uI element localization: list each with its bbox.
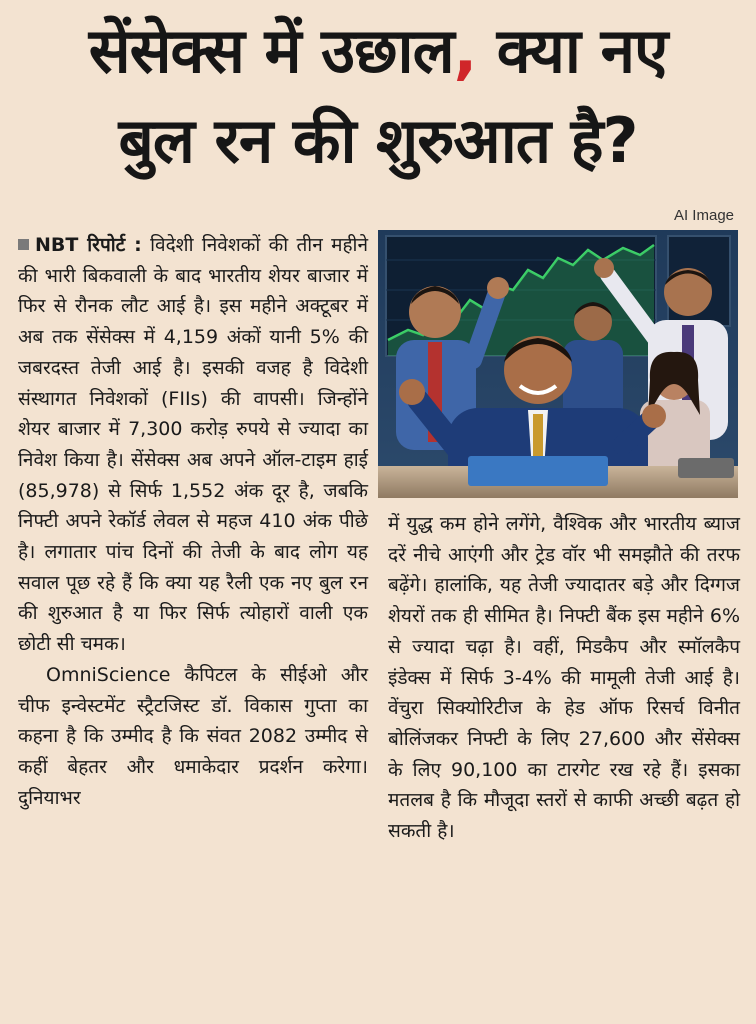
paragraph-1-text: विदेशी निवेशकों की तीन महीने की भारी बिकवाली के बाद भारतीय शेयर बाजार में फिर से रौनक लौट आई है। इस महीने अक्टूबर में अब तक सेंसेक्स में 4,159 अंकों यानी 5% की जबरदस्त तेजी आई है। इसकी वजह है विदेशी संस्थागत निवेशकों (FIIs) की वापसी। जिन्होंने शेयर बाजार में 7,300 करोड़ रुपये से ज्यादा का निवेश किया है। सेंसेक्स अब अपने ऑल-टाइम हाई (85,978) से सिर्फ 1,552 अंक दूर है, जबकि निफ्टी अपने रेकॉर्ड लेवल से महज 410 अंक पीछे है। लगातार पांच दिनों की तेजी के बाद लोग यह सवाल पूछ रहे हैं कि क्या यह रैली एक नए बुल रन की शुरुआत है या फिर सिर्फ त्योहारों वाली एक छोटी सी चमक।	[18, 234, 369, 656]
article-paragraph-2: OmniScience कैपिटल के सीईओ और चीफ इन्वेस्टमेंट स्ट्रैटजिस्ट डॉ. विकास गुप्ता का कहना है कि उम्मीद है कि संवत 2082 उम्मीद से कहीं बेहतर और धमाकेदार प्रदर्शन करेगा। दुनियाभर	[18, 663, 368, 809]
market-celebration-photo	[378, 230, 738, 498]
article-paragraph-3: में युद्ध कम होने लगेंगे, वैश्विक और भारतीय ब्याज दरें नीचे आएंगी और ट्रेड वॉर भी समझौते की तरफ बढ़ेंगे। हालांकि, यह तेजी ज्यादातर बड़े और दिग्गज शेयरों तक ही सीमित है। निफ्टी बैंक इस महीने 6% से ज्यादा चढ़ा है। वहीं, मिडकैप और स्मॉलकैप इंडेक्स में सिर्फ 3-4% की मामूली तेजी आई है। वेंचुरा सिक्योरिटीज के हेड ऑफ रिसर्च विनीत बोलिंजकर निफ्टी के लिए 27,600 और सेंसेक्स के लिए 90,100 का टारगेट रख रहे हैं। इसका मतलब है कि मौजूदा स्तरों से काफी अच्छी बढ़त हो सकती है।	[388, 513, 740, 843]
headline	[0, 6, 756, 186]
headline-part-1: सेंसेक्स में उछाल	[88, 14, 454, 87]
photo-illustration	[378, 230, 738, 498]
headline-part-2: क्या नए	[476, 14, 668, 87]
source-label: NBT रिपोर्ट :	[35, 234, 142, 256]
headline-line-2: बुल रन की शुरुआत है?	[118, 104, 638, 177]
square-bullet-icon	[18, 239, 29, 250]
image-caption: AI Image	[673, 207, 734, 224]
article-paragraph-1	[18, 230, 368, 660]
headline-comma: ,	[453, 14, 477, 87]
laptop	[468, 456, 608, 486]
headline-line-1	[0, 6, 756, 96]
article-column-right	[388, 509, 740, 847]
article-column-left	[18, 230, 368, 813]
